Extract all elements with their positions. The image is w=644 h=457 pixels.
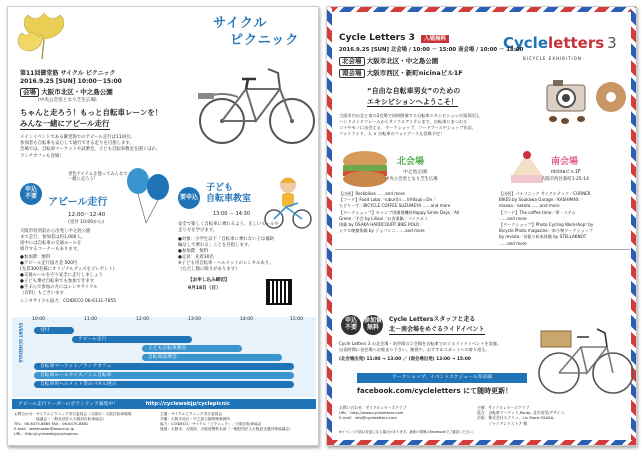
schedule-bar-appeal-ride: アピール走行 [72, 336, 192, 343]
picnic-url-link[interactable]: http://cyclewebjp/cyclepicnic [145, 401, 231, 407]
south-venue-tag: 南会場 [339, 69, 365, 78]
qr-code[interactable] [266, 279, 292, 305]
left-footer-org: 主催：サイクルピクニック実行委員会 共催：大阪市北区・中之島公園管理事務所 協力：COIDECO／サイクル「ピクニック」／大阪自転車協会 後援：大阪市、大阪府、大阪府警察本部（一般財団法人大阪府交通対策協議会） [160, 412, 293, 431]
right-footer-org: 主催：サイクルレターズクラブ 協力：自転車マーケット,Ponta, 北川英里/デザイン, 企画：株式会社エクリュ、Liv Store OSAKA, ジャイアントストア 梅 [477, 405, 566, 426]
south-venue: nicinaビル1F [551, 170, 581, 175]
cycle-letters-logo: Cycleletters 3 [503, 34, 617, 52]
right-footer-contact: お問い合わせ：サイクルレターズクラブ URL：http://www.cycleletters.com E-mail：info@cycleletters.com [339, 405, 407, 421]
airmail-border-left [327, 7, 332, 445]
workshop-banner: ワークショップ、イベントスケジュール等詳細 [357, 373, 527, 383]
right-catch-2: エキシビションへようこそ！ [367, 98, 458, 106]
kids-apply-label: 【お申し込み締切】 [188, 278, 230, 283]
venue-tag: 会場 [20, 88, 39, 97]
venue-name: 大阪市北区・中之島公園 [41, 88, 113, 96]
ride-heading-1: Cycle Lettersスタッフと走る [389, 316, 476, 323]
venue-sub: (中央公会堂となり芝生広場) [38, 98, 97, 103]
north-heading: 北会場 [397, 157, 425, 167]
no-registration-badge: 申込 不要 [20, 183, 42, 205]
schedule-time-axis: 10:00 11:00 12:00 13:00 14:00 15:00 [32, 317, 303, 322]
free-admission-badge: 入場無料 [421, 35, 449, 43]
north-venue: 中之島公園 [403, 170, 427, 175]
kids-body: 安全で楽しく自転車に乗れるよう、正しいルールや 走り方を学びます。 [178, 222, 279, 233]
schedule-bar-test-ride: 自転車試乗会 [142, 354, 282, 361]
event-schedule [12, 317, 316, 397]
bicycle-icon [198, 57, 316, 149]
kids-deadline: 9月18日（日） [188, 286, 221, 291]
title-line-1: サイクル [213, 16, 268, 31]
kids-time: 13:00 － 14:30 [213, 211, 250, 217]
kids-heading-2: 自転車教室 [206, 194, 252, 204]
airmail-border-top [327, 7, 636, 12]
camera-icon [541, 67, 631, 125]
ride-body: Cycle Letters 3 の北会場・南会場の２会場を自転車でめぐるライドイベントを実施。 出発時間に各会場へお集まり下さい。雑貨や、おすすめスポットへの寄り道も。 [339, 341, 502, 352]
event-date: 2016.9.25 [SUN] 10:00－15:00 [20, 78, 122, 85]
basket-bicycle-icon [537, 307, 633, 397]
intro-text: メインイベントである御堂筋でのアピール走行は11回目。 参加者も自転車も安心して通行できる走りを目指します。 会場では、自転車マーケットや試乗会、子ども自転車教室を開くほか、 ランチカフェも登場！ [20, 135, 161, 159]
ride-heading-2: 北－南会場をめぐるライドイベント [389, 326, 485, 333]
cycle-picnic-flyer [7, 6, 319, 446]
event-number: 第11回御堂筋 サイクル ピクニック [20, 70, 116, 77]
schedule-bar-kids-class: 子ども自転車教室 [142, 345, 242, 352]
north-exhibitors: 【出展】Rockbikes ……and more 【フード】Food Labo／ruburi(ル…)/Hitsuji＝De／ ちどりーず／BICYCLE COFFEE SUZUMEYA ……and more 【ワークショップ】キャンプ用調理機材Happy Smile Days／All Green／手芸 by Liliooi／お食事鍋／パイクポイ 体験 by OSAKA HARDCOURT BIKE POLO／ シクロ晩餐体験 by ジョバンニ ……and more [339, 191, 460, 234]
catch-copy-2: みんな一緒にアピール走行 [20, 119, 110, 128]
ride-free-badge: 参加費 無料 [363, 315, 383, 335]
ride-no-registration-badge: 申込 不要 [341, 315, 361, 335]
north-venue-name: 大阪市北区・中之島公園 [366, 57, 439, 65]
schedule-bar-quiz: 自転車ルールクイズ／ミニ自転車 [34, 372, 294, 379]
right-event-date: 2016.9.25 [SUN] 北会場 / 10:00 － 15:00 南会場 / 10:00 － 18:00 [339, 47, 524, 53]
airmail-border-bottom [327, 440, 636, 445]
appeal-time-sub: (受付 10:00から) [68, 220, 104, 225]
volunteer-text: アピール走行リーダーのボランティア募集中！ [18, 402, 119, 407]
logo-subtitle: BICYCLE EXHIBITION [523, 56, 582, 61]
south-venue-name: 大阪市西区・新町nicinaビル1F [366, 69, 463, 77]
appeal-items: ●参加費：無料 ●アピール走行協力金 500円 (先着300名様にオリジナルグッズをプレゼント) ●交通ルールを守り安全に走行しましょう ●子ども乗せ自転車でも参加できます ●手ぶらで参加の方にはレンタサイクル （有料）もございます [20, 255, 115, 296]
catch-copy-1: ちゃんと走ろう！もっと自転車レーンを！ [20, 108, 163, 117]
ginkgo-leaf-icon [14, 11, 70, 63]
south-venue-sub: 大阪市西区新町1-25-14 [541, 177, 589, 182]
schedule-label: EVENT SCHEDULE [18, 323, 23, 363]
appeal-note: 青色アイテムを使ってみんなで一緒に走ろう！ [68, 172, 128, 182]
appeal-body: 大阪市役所前から出発し中之島公園 まで走行、参加者は約1,000人。 途中には自転車の交通ルールを 紹介するコーナーもあります。 [20, 229, 91, 252]
schedule-bar-panel: 自転車用ヘルメット等のパネル展示 [34, 381, 294, 388]
ride-times: (北会場出発) 11:00 → 13:00 ／ (南会場出発) 13:00 → 15:00 [339, 357, 471, 362]
appeal-heading: アピール走行 [48, 197, 108, 208]
cycle-letters-flyer [326, 6, 637, 446]
kids-items: ●対象：小学生以下「自転車に乗れない子は補助 輪なしで乗れる」ことを目指します。 ●参加費：無料 ●定員：先着30名 ※子ども用自転車・ヘルメットのレンタルあり。 （ただし数に限りがあります） [178, 237, 275, 272]
right-catch-1: “自由な自転車男女”のための [367, 87, 461, 95]
left-footer-contact: お問合わせ：サイクルピクニック実行委員会（大阪市・大阪自転車環境 協議会・一般社団法人大阪府自転車協会） TEL：06-6475-8885 FAX：06-6475-8881 E-mail：webmaster@azorai.or.jp URL：http://cyclewebjp/cyclepicnic [14, 412, 132, 436]
north-venue-tag: 北会場 [339, 57, 365, 66]
south-heading: 南会場 [551, 157, 579, 167]
south-exhibitors: 【出展】パナソニック サイクルテック／CORNER BIKES by Soukawa Garage／KASHIMAX／ maxoa／sakota ……and more 【フード】The coffee time／夢・ステム ……and more 【ワークショップ】Photo Cycling Workshop! by Bicycle Photo magazine／車小物ワークショップ by revista／首振り絵本体験 by STELLAKNOT ……and more [499, 191, 594, 246]
facebook-link[interactable]: facebook.com/cycleletters にて随時更新！ [357, 387, 513, 395]
rental-credit: レンタサイクル協力：COIDECO 06-6131-7855 [20, 299, 117, 304]
sandwich-icon [339, 147, 391, 191]
title-line-2: ピクニック [230, 33, 300, 48]
schedule-bar-market: 自転車マーケット／ランチカフェ [34, 363, 294, 370]
schedule-bar-reception: 受付 [34, 327, 74, 334]
south-venue-line [339, 69, 463, 78]
kids-heading-1: 子ども [206, 183, 234, 193]
north-venue-sub: 中央公会堂となり芝生広場 [385, 177, 438, 182]
registration-required-badge: 要申込 [178, 187, 200, 209]
divider [335, 249, 630, 250]
right-footer-note: ※イベント内容は変更になる場合があります。最新の情報はFacebookでご確認ください。 [339, 430, 477, 434]
volunteer-banner [12, 399, 316, 409]
north-venue-line [339, 57, 438, 66]
cycle-letters-title: Cycle Letters 3 入場無料 [339, 33, 449, 43]
right-intro: 大阪市内の北と南の2会場で同時開催する自転車エキシビションの第3回目。 ハンドメイドフレームからサイクルアイテムまで、自転車にまつわる コトやモノに出会える、ワークショップ、フードブースやショップ出店、 フォトライド、人 × 自転車のフォトブースも登場予定！ [339, 113, 483, 136]
venue-line [20, 88, 113, 97]
appeal-time: 12:00－12:40 [68, 212, 106, 218]
